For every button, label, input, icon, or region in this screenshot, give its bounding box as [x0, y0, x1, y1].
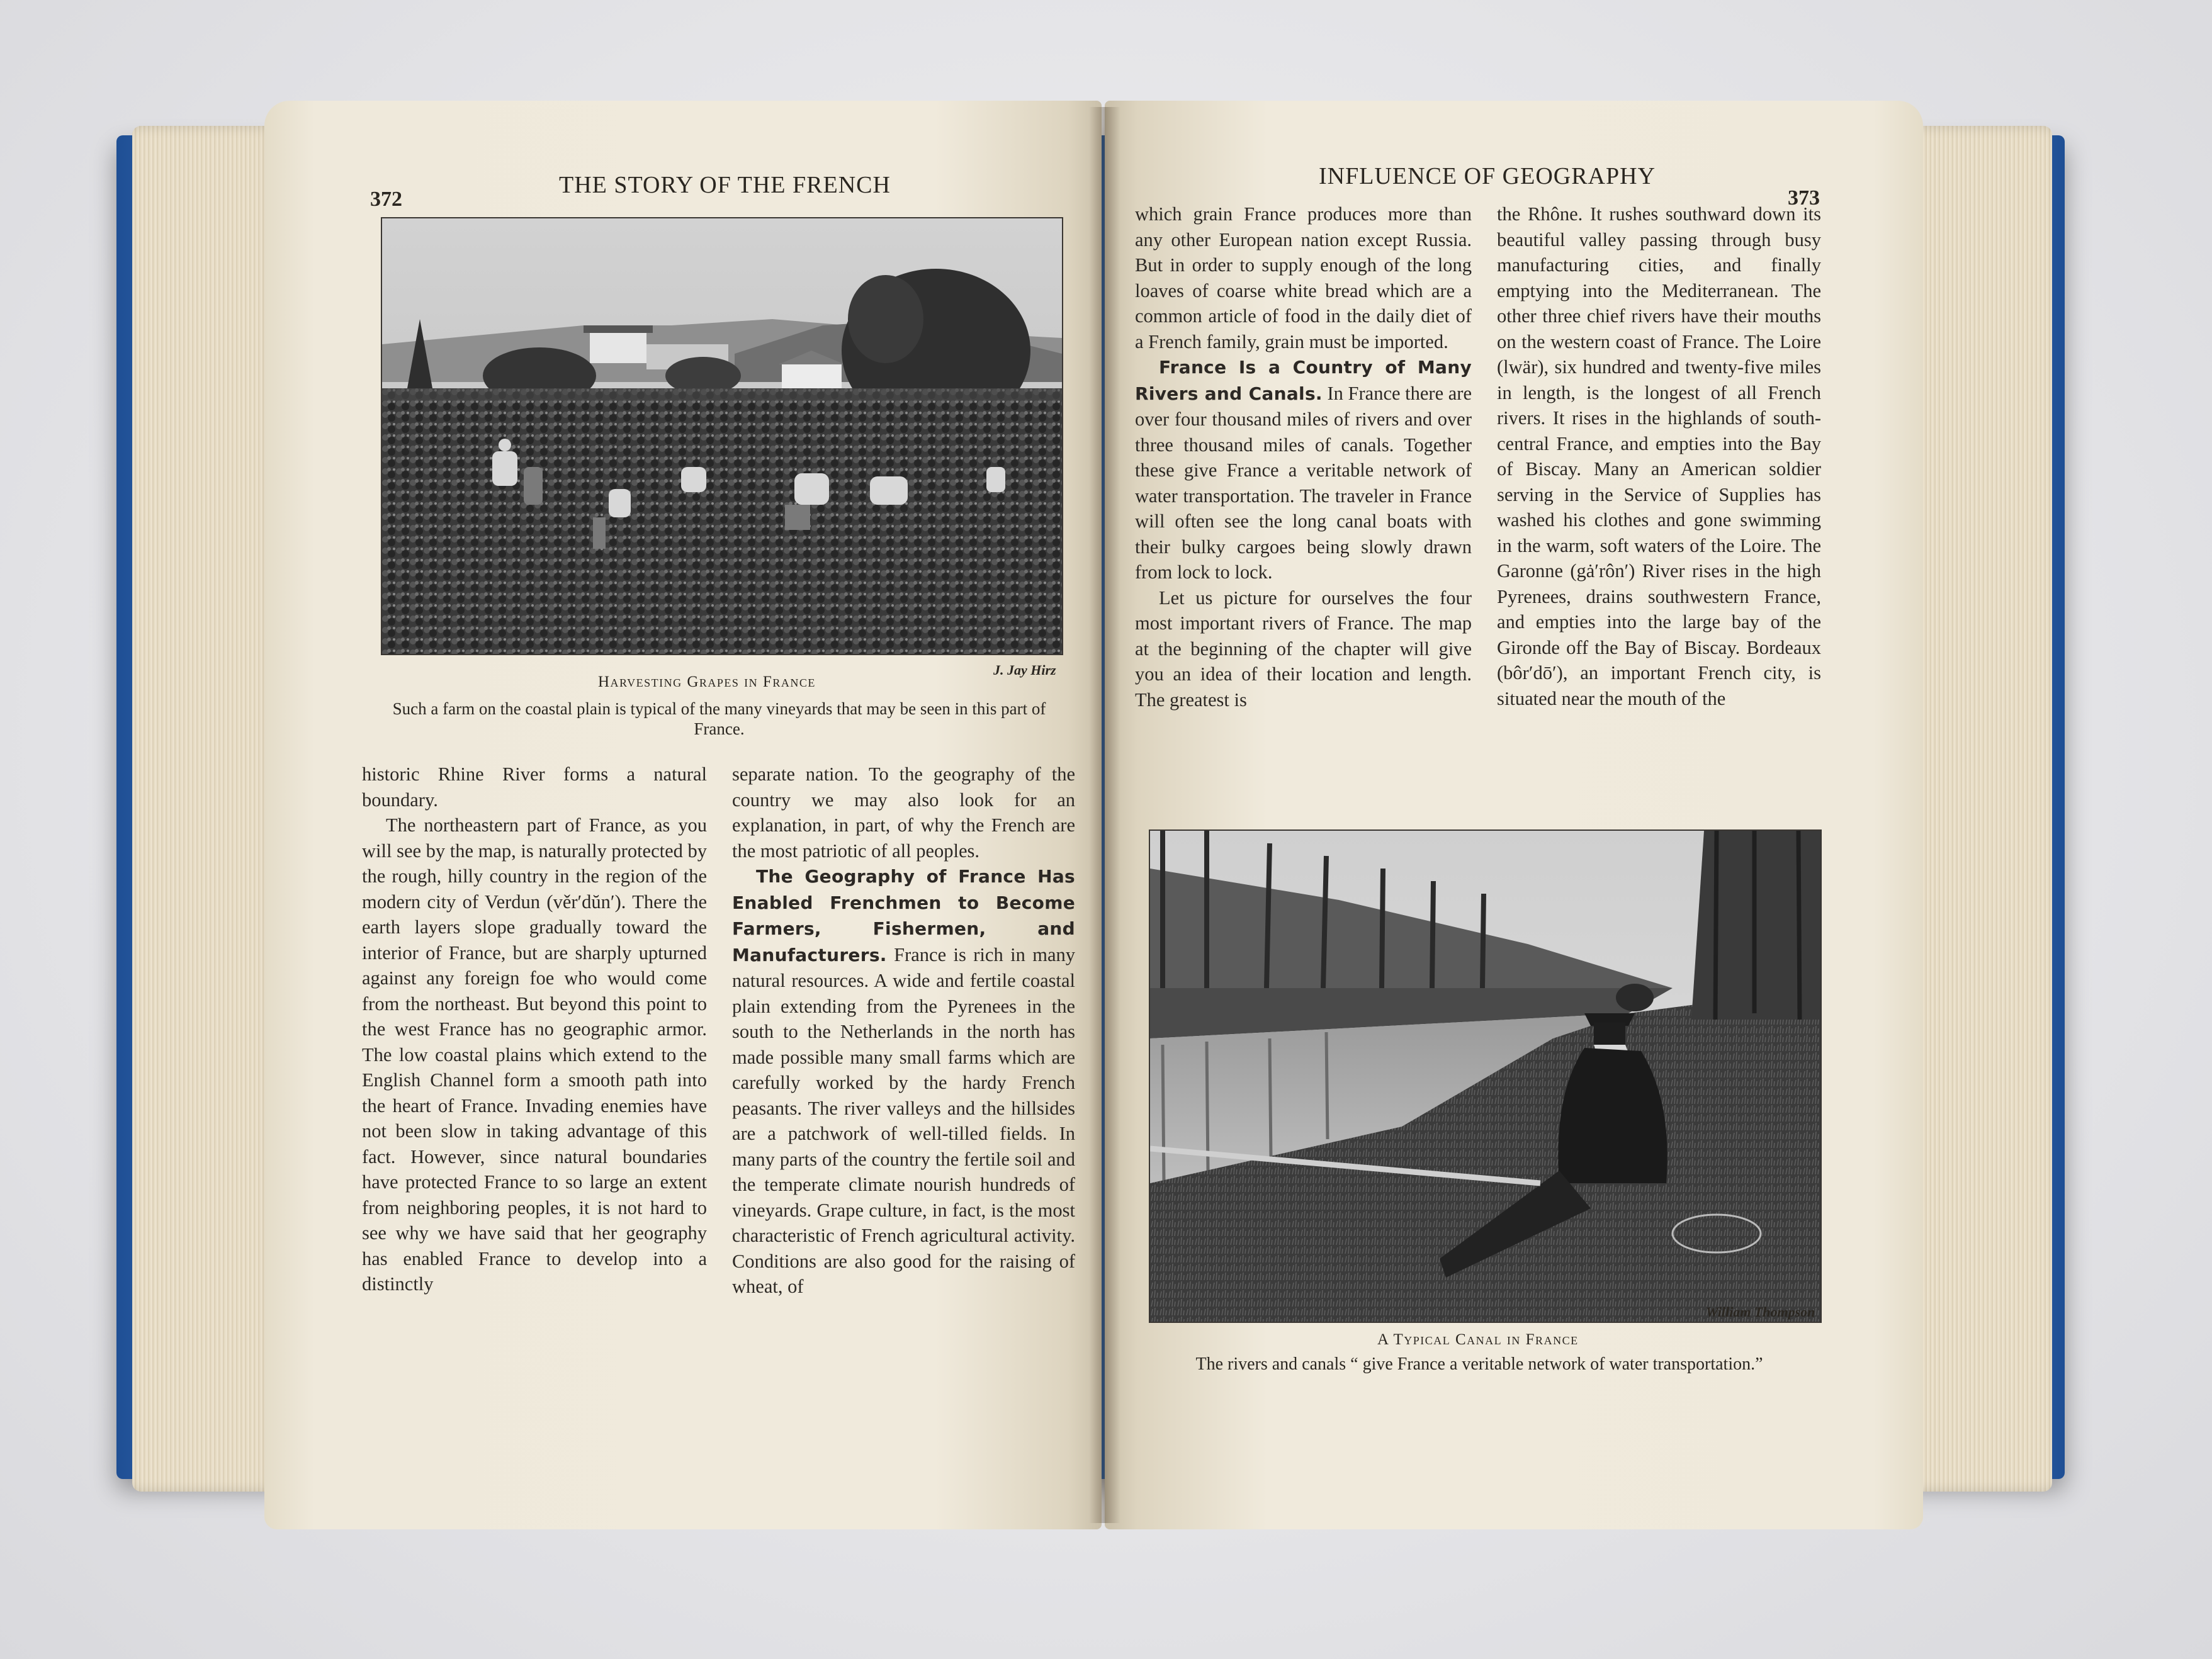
- canal-photo-credit: William Thompson: [1706, 1304, 1815, 1320]
- paragraph: which grain France produces more than any other European nation except Russia. But in order to supply enough of the long loaves of coarse white bread which are a common article of food in the daily diet of a French family, grain must be imported.: [1135, 203, 1472, 352]
- vineyard-photo-credit: J. Jay Hirz: [993, 662, 1056, 678]
- left-running-head: THE STORY OF THE FRENCH: [559, 172, 891, 198]
- canal-photo-title: A Typical Canal in France: [1377, 1331, 1579, 1348]
- canal-photo-caption: The rivers and canals “ give France a veritable network of water transportation.”: [1195, 1354, 1763, 1374]
- right-running-head: INFLUENCE OF GEOGRAPHY: [1319, 163, 1656, 189]
- paragraph-with-sidehead: [732, 863, 1075, 1300]
- page-edges-left: [132, 126, 277, 1492]
- paragraph-text: France is rich in many natural resources. A wide and fertile coastal plain extending from the Pyrenees in the south to the Netherlands in the north has made possible many small farms which are carefully worked by the hardy French peasants. The river valleys and the hillsides are a patchwork of well-tilled fields. In many parts of the country the fertile soil and the temperate climate nourish hundreds of vineyards. Grape culture, in fact, is the most characteristic of French agricultural activity. Conditions are also good for the raising of wheat, of: [732, 943, 1075, 1297]
- vineyard-photo: [381, 217, 1063, 655]
- vineyard-photo-title: Harvesting Grapes in France: [598, 673, 816, 690]
- sidehead: France Is a Country of Many Rivers and Canals.: [1135, 357, 1472, 404]
- paragraph: historic Rhine River forms a natural boundary.: [362, 763, 707, 811]
- canal-photo: [1149, 830, 1822, 1323]
- paragraph-text: In France there are over four thousand miles of rivers and over three thousand miles of canals. Together these give France a veritable network of water transportation. The traveler in France will often see the long canal boats with their bulky cargoes being slowly drawn from lock to lock.: [1135, 382, 1472, 583]
- left-page-column-2: [732, 762, 1075, 1300]
- right-page-column-2: [1497, 201, 1821, 711]
- paragraph: the Rhône. It rushes southward down its beautiful valley passing through busy manufacturing cities, and finally emptying into the Mediterranean. The other three chief rivers have their mouths on the western coast of France. The Loire (lwär), six hundred and twenty-five miles in length, is the longest of all French rivers. It rises in the highlands of south-central France, and empties into the Bay of Biscay. Many an American soldier serving in the Service of Supplies has washed his clothes and gone swimming in the warm, soft waters of the Loire. The Garonne (gȧ′rôn′) River rises in the high Pyrenees, drains southwestern France, and empties into the large bay of the Gironde off the Bay of Biscay. Bordeaux (bôr′dō′), an important French city, is situated near the mouth of the: [1497, 203, 1821, 709]
- book-gutter: [1089, 107, 1120, 1523]
- paragraph: separate nation. To the geography of the country we may also look for an explanation, in part, of why the French are the most patriotic of all peoples.: [732, 763, 1075, 862]
- left-page-column-1: [362, 762, 707, 1297]
- paragraph: The northeastern part of France, as you will see by the map, is naturally protected by the rough, hilly country in the region of the modern city of Verdun (věr′dŭn′). There the earth layers slope gradually toward the interior of France, but are sharply upturned against any foreign foe who would come from the northeast. But beyond this point to the west France has no geographic armor. The low coastal plains which extend to the English Channel form a smooth path into the heart of France. Invading enemies have not been slow in taking advantage of this fact. However, since natural boundaries have protected France to so large an extent from neighboring peoples, it is not hard to see why we have said that her geography has enabled France to develop into a distinctly: [362, 814, 708, 1295]
- right-page-number: 373: [1788, 186, 1820, 210]
- paragraph: Let us picture for ourselves the four most important rivers of France. The map at the beginning of the chapter will give you an idea of their location and length. The greatest is: [1135, 587, 1472, 711]
- left-page-number: 372: [370, 188, 402, 211]
- paragraph-with-sidehead: [1135, 354, 1472, 585]
- right-page-column-1: [1135, 201, 1472, 712]
- vineyard-photo-caption: Such a farm on the coastal plain is typical of the many vineyards that may be seen in this part of France.: [392, 699, 1046, 738]
- page-edges-right: [1907, 126, 2052, 1492]
- sidehead: The Geography of France Has Enabled Frenchmen to Become Farmers, Fishermen, and Manufacturers.: [732, 866, 1075, 965]
